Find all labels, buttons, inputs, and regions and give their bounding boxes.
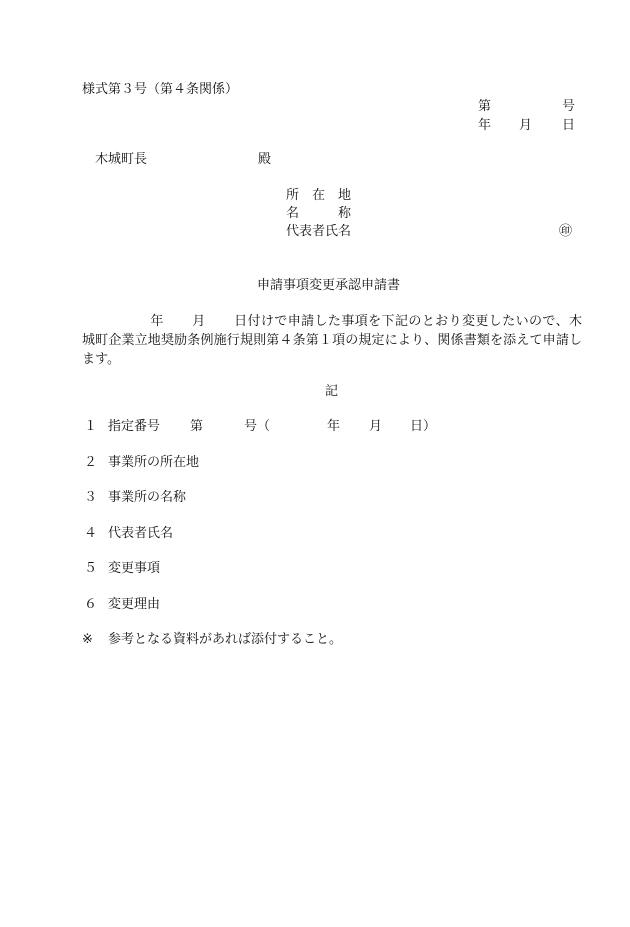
- body-year: 年: [150, 314, 164, 329]
- form-number: 様式第３号（第４条関係）: [82, 82, 239, 97]
- designation-year: 年: [327, 419, 341, 434]
- item-2-number: ２: [84, 455, 98, 470]
- item-4-label: 代表者氏名: [108, 526, 174, 541]
- designation-month: 月: [369, 419, 383, 434]
- note-mark: ※: [82, 632, 93, 647]
- date-day: 日: [562, 118, 576, 133]
- item-5-number: ５: [84, 561, 98, 576]
- designation-day: 日）: [410, 419, 437, 434]
- designation-go: 号（: [244, 419, 271, 434]
- addressee-honorific: 殿: [258, 152, 272, 167]
- doc-number-dai: 第: [478, 99, 492, 114]
- seal-mark: ㊞: [559, 224, 573, 239]
- item-1-number: １: [84, 419, 98, 434]
- item-1-label: 指定番号: [108, 419, 161, 434]
- item-6-number: ６: [84, 597, 98, 612]
- addressee-name: 木城町長: [95, 152, 148, 167]
- item-6-label: 変更理由: [108, 597, 161, 612]
- item-3-label: 事業所の名称: [108, 490, 187, 505]
- item-4-number: ４: [84, 526, 98, 541]
- item-3-number: ３: [84, 490, 98, 505]
- applicant-representative-label: 代表者氏名: [286, 224, 352, 239]
- note-text: 参考となる資料があれば添付すること。: [108, 632, 343, 647]
- date-year: 年: [478, 118, 492, 133]
- body-text: 日付けで申請した事項を下記のとおり変更したいので、木城町企業立地奨励条例施行規則第４条第１項の規定により、関係書類を添えて申請します。: [82, 314, 582, 367]
- body-paragraph: [82, 312, 582, 369]
- applicant-location-label: 所 在 地: [286, 188, 352, 203]
- applicant-name-label: 名 称: [286, 206, 352, 221]
- ki-heading: 記: [325, 384, 339, 399]
- doc-number-go: 号: [562, 99, 576, 114]
- document-title: 申請事項変更承認申請書: [257, 278, 401, 293]
- body-month: 月: [191, 314, 206, 329]
- date-month: 月: [519, 118, 533, 133]
- designation-dai: 第: [190, 419, 204, 434]
- item-5-label: 変更事項: [108, 561, 161, 576]
- item-2-label: 事業所の所在地: [108, 455, 200, 470]
